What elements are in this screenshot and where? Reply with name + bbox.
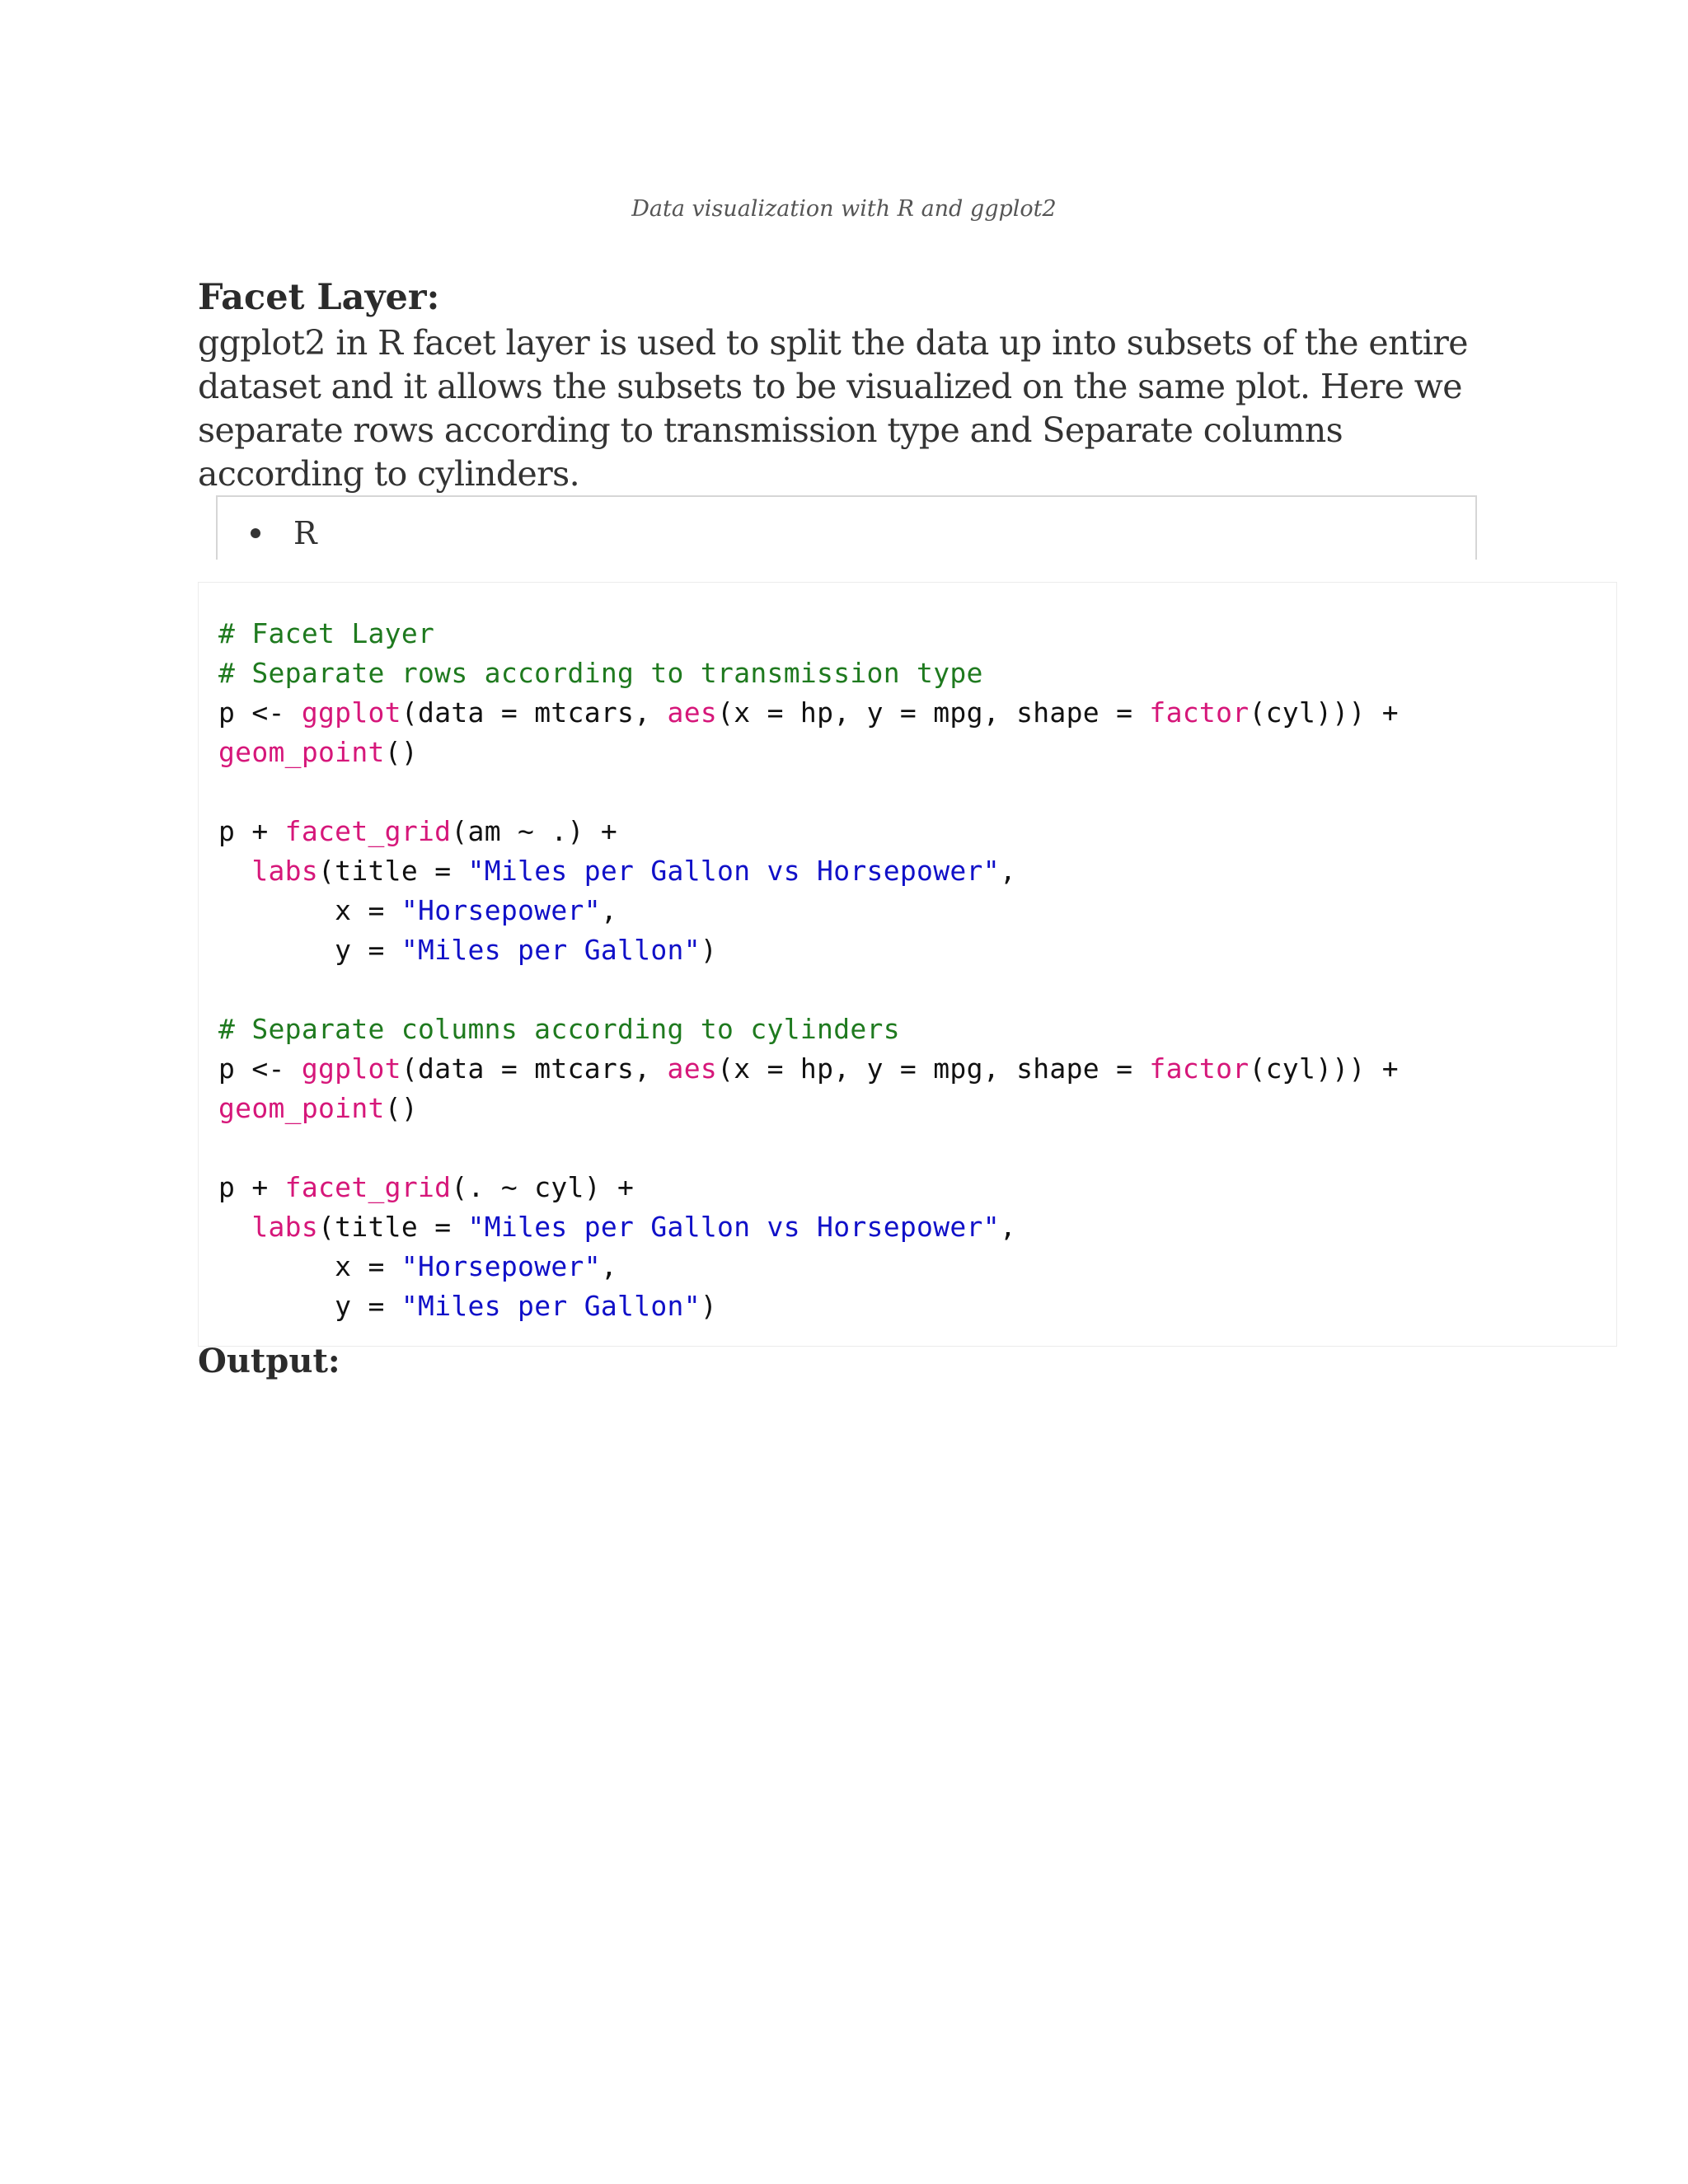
code-token: y = xyxy=(218,1290,401,1322)
code-line xyxy=(218,851,1399,891)
code-line xyxy=(218,1089,1399,1128)
code-block xyxy=(198,582,1617,1347)
code-token: facet_grid xyxy=(284,1171,452,1203)
code-language-tabs xyxy=(216,495,1477,560)
code-token: x = xyxy=(218,894,401,926)
code-token: (x = hp, y = mpg, shape = xyxy=(717,696,1150,729)
code-token xyxy=(218,1211,251,1243)
code-token: (x = hp, y = mpg, shape = xyxy=(717,1052,1150,1085)
code-token: geom_point xyxy=(218,736,385,768)
code-token: , xyxy=(600,894,618,926)
code-token: labs xyxy=(251,1211,319,1243)
code-line xyxy=(218,1010,1399,1049)
code-token: labs xyxy=(251,855,319,887)
code-line xyxy=(218,812,1399,851)
code-token: p <- xyxy=(218,1052,302,1085)
code-token: p + xyxy=(218,1171,285,1203)
code-line xyxy=(218,1286,1399,1326)
code-line xyxy=(218,1049,1399,1089)
code-line xyxy=(218,654,1399,693)
code-token: p <- xyxy=(218,696,302,729)
code-token: () xyxy=(384,736,419,768)
code-line xyxy=(218,1168,1399,1207)
tab-r[interactable] xyxy=(251,515,317,551)
code-token: ) xyxy=(700,934,718,966)
code-token: geom_point xyxy=(218,1092,385,1124)
code-token: ) xyxy=(700,1290,718,1322)
code-token: (title = xyxy=(318,1211,468,1243)
code-token: facet_grid xyxy=(284,815,452,847)
code-line xyxy=(218,970,1399,1010)
code-token: "Horsepower" xyxy=(401,894,601,926)
code-line xyxy=(218,891,1399,930)
code-line xyxy=(218,693,1399,733)
output-heading: Output: xyxy=(198,1342,340,1380)
tab-r-label: R xyxy=(293,515,317,551)
code-line xyxy=(218,930,1399,970)
code-token: (data = mtcars, xyxy=(401,1052,668,1085)
code-token: , xyxy=(600,1250,618,1282)
code-token: # Facet Layer xyxy=(218,617,435,649)
code-content xyxy=(218,614,1399,1326)
code-token: factor xyxy=(1149,1052,1250,1085)
running-header: Data visualization with R and ggplot2 xyxy=(631,196,1057,222)
code-line xyxy=(218,1247,1399,1286)
code-line xyxy=(218,772,1399,812)
code-token: (cyl))) + xyxy=(1249,696,1399,729)
code-token: (data = mtcars, xyxy=(401,696,668,729)
code-line xyxy=(218,1128,1399,1168)
code-token: "Miles per Gallon" xyxy=(401,1290,701,1322)
code-token: , xyxy=(999,855,1017,887)
code-token: (title = xyxy=(318,855,468,887)
code-token: x = xyxy=(218,1250,401,1282)
code-token: # Separate rows according to transmission type xyxy=(218,657,983,689)
code-token: (am ~ .) + xyxy=(451,815,618,847)
code-token: () xyxy=(384,1092,419,1124)
section-heading: Facet Layer: xyxy=(198,277,440,318)
code-token: "Miles per Gallon vs Horsepower" xyxy=(467,1211,1000,1243)
code-token: # Separate columns according to cylinders xyxy=(218,1013,900,1045)
code-token: ggplot xyxy=(301,1052,401,1085)
code-token: aes xyxy=(667,696,718,729)
section-body xyxy=(198,274,1500,496)
section-paragraph: ggplot2 in R facet layer is used to split the data up into subsets of the entire dataset and it allows the subsets to be visualized on the same plot. Here we separate rows according to transmission type and Separate columns according to cylinders. xyxy=(198,323,1468,494)
code-token: "Horsepower" xyxy=(401,1250,601,1282)
code-token: (cyl))) + xyxy=(1249,1052,1399,1085)
code-line xyxy=(218,1207,1399,1247)
code-line xyxy=(218,733,1399,772)
code-token: , xyxy=(999,1211,1017,1243)
code-token: "Miles per Gallon" xyxy=(401,934,701,966)
code-token: ggplot xyxy=(301,696,401,729)
code-token: factor xyxy=(1149,696,1250,729)
code-token xyxy=(218,855,251,887)
code-token: (. ~ cyl) + xyxy=(451,1171,635,1203)
code-token: p + xyxy=(218,815,285,847)
code-token: "Miles per Gallon vs Horsepower" xyxy=(467,855,1000,887)
bullet-icon xyxy=(251,528,260,538)
code-token: y = xyxy=(218,934,401,966)
code-line xyxy=(218,614,1399,654)
code-token: aes xyxy=(667,1052,718,1085)
